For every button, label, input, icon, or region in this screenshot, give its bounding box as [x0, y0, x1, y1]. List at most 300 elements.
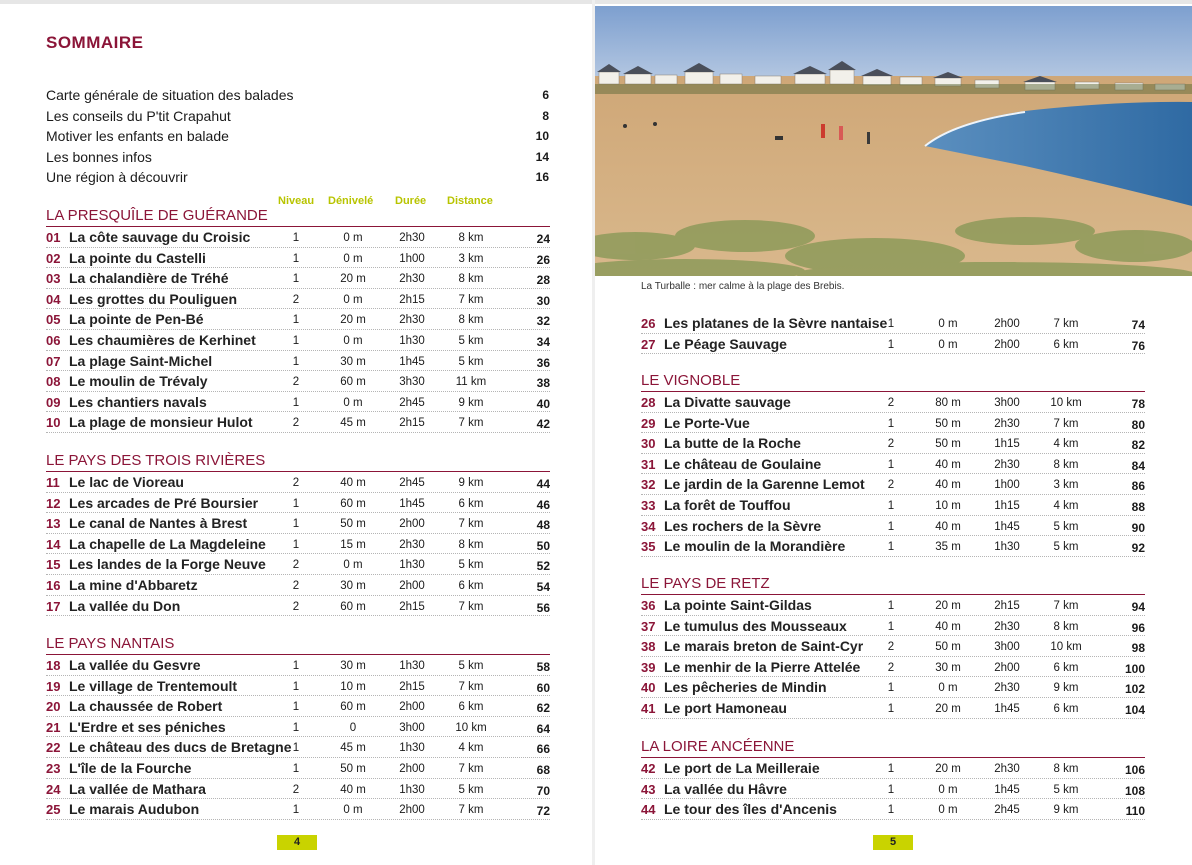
walk-duree: 1h00: [399, 252, 425, 265]
walk-niveau: 1: [887, 458, 895, 471]
table-row: [641, 516, 1145, 537]
walk-name: La vallée de Mathara: [69, 780, 206, 797]
walk-duree: 2h30: [994, 620, 1020, 633]
walk-niveau: 1: [292, 355, 300, 368]
walk-niveau: 1: [887, 541, 895, 554]
header-duree: Durée: [395, 195, 427, 207]
walk-denivele: 0 m: [343, 396, 363, 409]
walk-page: 96: [1131, 620, 1145, 635]
walk-page: 64: [536, 721, 550, 736]
walk-denivele: 60 m: [340, 701, 366, 714]
walk-denivele: 50 m: [935, 417, 961, 430]
walk-denivele: 30 m: [340, 355, 366, 368]
walk-duree: 3h00: [994, 641, 1020, 654]
walk-page: 48: [536, 518, 550, 533]
walk-duree: 1h15: [994, 499, 1020, 512]
walk-duree: 2h15: [399, 680, 425, 693]
walk-denivele: 10 m: [340, 680, 366, 693]
walk-name: La butte de la Roche: [664, 435, 801, 452]
walk-distance: 5 km: [458, 355, 484, 368]
walk-distance: 7 km: [1053, 600, 1079, 612]
walk-duree: 2h15: [994, 600, 1020, 612]
walk-duree: 2h30: [994, 682, 1020, 695]
walk-duree: 1h15: [994, 438, 1020, 451]
walk-niveau: 2: [292, 600, 300, 613]
table-row: [46, 268, 550, 289]
walk-duree: 2h00: [399, 518, 425, 531]
walk-niveau: 1: [887, 318, 895, 330]
walk-duree: 2h15: [399, 293, 425, 306]
walk-number: 15: [46, 557, 61, 573]
walk-number: 30: [641, 436, 656, 452]
walk-number: 28: [641, 395, 656, 410]
intro-item-label: Carte générale de situation des balades: [46, 87, 294, 103]
walk-name: La chapelle de La Magdeleine: [69, 535, 266, 552]
walk-niveau: 1: [292, 742, 300, 755]
walk-distance: 7 km: [458, 680, 484, 693]
walk-distance: 10 km: [455, 721, 487, 734]
table-row: [46, 392, 550, 413]
walk-page: 72: [536, 804, 550, 819]
walk-page: 54: [536, 579, 550, 594]
walk-number: 34: [641, 518, 656, 534]
page-title: SOMMAIRE: [46, 33, 144, 52]
walk-name: La plage de monsieur Hulot: [69, 414, 253, 431]
walk-distance: 8 km: [458, 538, 484, 551]
walk-distance: 6 km: [1053, 661, 1079, 674]
table-row: [641, 413, 1145, 434]
walk-denivele: 35 m: [935, 541, 961, 554]
walk-name: Les chantiers navals: [69, 393, 207, 410]
walk-number: 17: [46, 598, 61, 614]
table-row: [46, 493, 550, 514]
walk-distance: 6 km: [458, 579, 484, 592]
table-row: [641, 454, 1145, 475]
walk-distance: 5 km: [458, 660, 484, 672]
walk-denivele: 50 m: [935, 438, 961, 451]
table-row: [46, 351, 550, 372]
intro-item-page: 10: [535, 129, 549, 144]
walk-distance: 3 km: [458, 252, 484, 265]
walk-niveau: 1: [887, 620, 895, 633]
walk-number: 06: [46, 332, 61, 348]
walk-number: 01: [46, 230, 61, 245]
walk-denivele: 80 m: [935, 397, 961, 409]
walk-number: 16: [46, 577, 61, 593]
walk-niveau: 1: [887, 417, 895, 430]
table-row: [46, 655, 550, 676]
walk-niveau: 1: [292, 660, 300, 672]
walk-number: 26: [641, 316, 656, 331]
walk-page: 78: [1131, 397, 1145, 411]
walk-number: 40: [641, 680, 656, 696]
walk-number: 04: [46, 291, 61, 307]
walk-number: 25: [46, 802, 61, 818]
walk-name: La pointe Saint-Gildas: [664, 597, 812, 613]
walk-niveau: 1: [887, 499, 895, 512]
intro-item-page: 14: [535, 149, 549, 164]
walk-distance: 7 km: [1053, 417, 1079, 430]
intro-item-label: Les bonnes infos: [46, 148, 152, 165]
table-row: [641, 616, 1145, 637]
intro-item: [46, 87, 550, 108]
walk-niveau: 1: [887, 600, 895, 612]
walk-niveau: 2: [887, 397, 895, 409]
walk-distance: 5 km: [458, 783, 484, 796]
walk-duree: 1h45: [399, 497, 425, 510]
walk-duree: 2h30: [399, 314, 425, 327]
walk-duree: 1h30: [994, 541, 1020, 554]
walk-page: 60: [536, 680, 550, 695]
walk-denivele: 0 m: [938, 318, 958, 330]
walk-name: La mine d'Abbaretz: [69, 576, 198, 593]
walk-page: 30: [536, 293, 550, 308]
walk-denivele: 40 m: [935, 520, 961, 533]
walk-page: 94: [1131, 600, 1145, 614]
section-title: LE PAYS DES TROIS RIVIÈRES: [46, 452, 550, 472]
walk-distance: 8 km: [1053, 763, 1079, 775]
walk-denivele: 20 m: [935, 763, 961, 775]
walk-denivele: 0 m: [343, 334, 363, 347]
beach-photo: [595, 6, 1192, 276]
walk-page: 82: [1131, 438, 1145, 453]
intro-item: [46, 128, 550, 149]
walk-denivele: 50 m: [935, 641, 961, 654]
walk-niveau: 1: [292, 497, 300, 510]
walk-denivele: 40 m: [935, 479, 961, 492]
walk-page: 34: [536, 334, 550, 349]
walk-duree: 1h45: [994, 520, 1020, 533]
walk-number: 11: [46, 475, 60, 490]
walk-page: 32: [536, 314, 550, 329]
walk-denivele: 0 m: [343, 559, 363, 572]
walk-distance: 6 km: [1053, 702, 1079, 715]
intro-item-page: 16: [535, 170, 549, 185]
walk-distance: 6 km: [458, 701, 484, 714]
walk-page: 50: [536, 538, 550, 553]
header-denivele: Dénivelé: [328, 195, 374, 207]
photo-caption: La Turballe : mer calme à la plage des Brebis.: [641, 281, 845, 292]
walk-name: Les grottes du Pouliguen: [69, 290, 238, 307]
walk-denivele: 60 m: [340, 497, 366, 510]
walk-name: Le château des ducs de Bretagne: [69, 739, 292, 756]
walk-duree: 2h30: [399, 538, 425, 551]
table-row: [641, 677, 1145, 698]
walk-name: Le Porte-Vue: [664, 414, 750, 431]
intro-item: [46, 149, 550, 170]
intro-list: [46, 87, 550, 190]
walk-name: Le canal de Nantes à Brest: [69, 515, 248, 532]
walk-duree: 2h00: [399, 579, 425, 592]
walk-number: 10: [46, 415, 61, 431]
walk-page: 86: [1131, 479, 1145, 494]
walk-duree: 2h30: [994, 458, 1020, 471]
table-row: [641, 313, 1145, 334]
walk-niveau: 1: [292, 804, 300, 817]
walk-duree: 1h30: [399, 742, 425, 755]
section-title: LA LOIRE ANCÉENNE: [641, 738, 1145, 758]
section-guerande: [46, 195, 550, 433]
walk-name: L'Erdre et ses péniches: [69, 718, 226, 735]
walk-distance: 4 km: [1053, 499, 1079, 512]
walk-number: 12: [46, 495, 61, 511]
walk-niveau: 1: [887, 783, 895, 796]
walk-distance: 8 km: [458, 232, 484, 244]
walk-number: 21: [46, 719, 61, 735]
table-row: [46, 696, 550, 717]
walk-distance: 4 km: [458, 742, 484, 755]
walk-name: Le menhir de la Pierre Attelée: [664, 658, 861, 675]
walk-denivele: 0 m: [938, 682, 958, 695]
walk-page: 92: [1131, 541, 1145, 556]
walk-denivele: 40 m: [935, 458, 961, 471]
walk-name: Le marais Audubon: [69, 801, 200, 818]
walk-niveau: 1: [292, 396, 300, 409]
table-row: [46, 676, 550, 697]
walk-distance: 7 km: [1053, 318, 1079, 330]
intro-item-label: Les conseils du P'tit Crapahut: [46, 107, 231, 124]
section-trois-rivieres: [46, 452, 550, 616]
walk-page: 80: [1131, 417, 1145, 432]
walk-duree: 2h00: [994, 661, 1020, 674]
walk-number: 43: [641, 781, 656, 797]
intro-item-page: 8: [542, 108, 549, 123]
section-pays-nantais: [46, 635, 550, 820]
walk-page: 90: [1131, 520, 1145, 535]
walk-page: 58: [536, 660, 550, 674]
table-row: [46, 534, 550, 555]
walk-denivele: 30 m: [340, 579, 366, 592]
walk-page: 36: [536, 355, 550, 370]
walk-denivele: 60 m: [340, 600, 366, 613]
walk-duree: 1h45: [994, 783, 1020, 796]
table-row: [46, 472, 550, 493]
walk-page: 66: [536, 742, 550, 757]
walk-distance: 7 km: [458, 762, 484, 775]
walk-name: Les arcades de Pré Boursier: [69, 494, 259, 511]
walk-page: 46: [536, 497, 550, 512]
walk-distance: 9 km: [458, 477, 484, 489]
intro-item-label: Motiver les enfants en balade: [46, 128, 229, 145]
walk-niveau: 1: [292, 538, 300, 551]
walk-page: 56: [536, 600, 550, 615]
header-niveau: Niveau: [278, 195, 315, 207]
walk-number: 07: [46, 353, 61, 369]
walk-duree: 1h45: [399, 355, 425, 368]
walk-name: La chaussée de Robert: [69, 698, 223, 715]
walk-page: 52: [536, 559, 550, 574]
walk-name: La vallée du Hâvre: [664, 780, 787, 797]
walk-number: 39: [641, 659, 656, 675]
walk-duree: 2h30: [399, 232, 425, 244]
intro-item: [46, 108, 550, 129]
walk-page: 110: [1125, 804, 1145, 819]
walk-niveau: 2: [887, 641, 895, 654]
walk-duree: 2h45: [399, 396, 425, 409]
walk-denivele: 0 m: [938, 804, 958, 817]
walk-name: Le marais breton de Saint-Cyr: [664, 638, 864, 655]
table-row: [46, 289, 550, 310]
walk-name: L'île de la Fourche: [69, 759, 192, 776]
walk-duree: 2h45: [399, 477, 425, 489]
walk-distance: 6 km: [1053, 338, 1079, 351]
table-row: [46, 575, 550, 596]
walk-name: La vallée du Don: [69, 597, 181, 614]
walk-name: Les rochers de la Sèvre: [664, 517, 822, 534]
table-row: [641, 657, 1145, 678]
walk-duree: 2h30: [994, 417, 1020, 430]
walk-denivele: 0 m: [343, 804, 363, 817]
table-row: [46, 309, 550, 330]
walk-duree: 2h00: [994, 338, 1020, 351]
walk-page: 38: [536, 376, 550, 391]
walk-denivele: 30 m: [340, 660, 366, 672]
walk-page: 70: [536, 783, 550, 798]
walk-number: 13: [46, 516, 61, 532]
walk-page: 102: [1124, 682, 1145, 697]
table-row: [641, 799, 1145, 820]
walk-duree: 1h30: [399, 559, 425, 572]
walk-duree: 1h30: [399, 783, 425, 796]
walk-distance: 9 km: [458, 396, 484, 409]
walk-niveau: 2: [292, 376, 300, 389]
walk-page: 84: [1131, 458, 1145, 473]
table-row: [641, 334, 1145, 355]
walk-number: 20: [46, 699, 61, 715]
walk-name: Le château de Goulaine: [664, 455, 822, 472]
walk-page: 98: [1131, 641, 1145, 656]
walk-name: Les landes de la Forge Neuve: [69, 556, 266, 573]
table-row: [641, 758, 1145, 779]
table-row: [641, 495, 1145, 516]
left-page: [0, 0, 592, 865]
table-row: [641, 433, 1145, 454]
table-row: [46, 371, 550, 392]
walk-number: 42: [641, 761, 656, 776]
walk-distance: 7 km: [458, 293, 484, 306]
intro-item-page: 6: [542, 88, 549, 102]
walk-number: 32: [641, 477, 656, 493]
walk-number: 23: [46, 760, 61, 776]
walk-denivele: 0 m: [343, 232, 363, 244]
section-title: LA PRESQUÎLE DE GUÉRANDE: [46, 207, 550, 227]
walk-name: Le lac de Vioreau: [69, 474, 184, 490]
walk-name: La plage Saint-Michel: [69, 352, 213, 369]
walk-number: 44: [641, 802, 656, 818]
table-row: [46, 799, 550, 820]
walk-page: 26: [536, 252, 550, 267]
walk-number: 31: [641, 456, 656, 472]
walk-duree: 2h00: [399, 804, 425, 817]
walk-distance: 7 km: [458, 600, 484, 613]
walk-distance: 5 km: [458, 334, 484, 347]
table-row: [46, 554, 550, 575]
table-row: [46, 717, 550, 738]
walk-number: 19: [46, 678, 61, 694]
table-row: [46, 248, 550, 269]
walk-distance: 10 km: [1050, 397, 1082, 409]
walk-niveau: 2: [292, 477, 300, 489]
walk-niveau: 1: [292, 232, 300, 244]
walk-niveau: 1: [292, 252, 300, 265]
walk-denivele: 50 m: [340, 762, 366, 775]
walk-duree: 3h00: [994, 397, 1020, 409]
walk-page: 76: [1131, 338, 1145, 353]
walk-denivele: 40 m: [340, 477, 366, 489]
walk-name: La vallée du Gesvre: [69, 657, 201, 673]
walk-distance: 7 km: [458, 417, 484, 430]
walk-page: 62: [536, 701, 550, 716]
walk-distance: 7 km: [458, 518, 484, 531]
walk-niveau: 2: [292, 783, 300, 796]
walk-denivele: 0 m: [343, 252, 363, 265]
walk-duree: 2h15: [399, 600, 425, 613]
section-vignoble: [641, 372, 1145, 557]
walk-duree: 1h30: [399, 660, 425, 672]
section-title: LE VIGNOBLE: [641, 372, 1145, 392]
intro-item-label: Une région à découvrir: [46, 169, 188, 186]
walk-number: 36: [641, 598, 656, 613]
table-row: [46, 596, 550, 617]
walk-name: La chalandière de Tréhé: [69, 270, 229, 287]
walk-number: 41: [641, 700, 656, 716]
walk-distance: 3 km: [1053, 479, 1079, 492]
walk-denivele: 15 m: [340, 538, 366, 551]
walk-page: 44: [536, 477, 550, 491]
walk-number: 33: [641, 497, 656, 513]
walk-distance: 8 km: [1053, 620, 1079, 633]
walk-page: 40: [536, 396, 550, 411]
walk-denivele: 50 m: [340, 518, 366, 531]
walk-niveau: 2: [887, 661, 895, 674]
walk-page: 104: [1124, 702, 1145, 717]
table-row: [641, 595, 1145, 616]
walk-page: 106: [1124, 763, 1145, 777]
walk-distance: 9 km: [1053, 804, 1079, 817]
walk-denivele: 40 m: [340, 783, 366, 796]
walk-denivele: 60 m: [340, 376, 366, 389]
walk-page: 68: [536, 762, 550, 777]
walk-page: 28: [536, 273, 550, 288]
header-distance: Distance: [447, 195, 493, 207]
walk-number: 38: [641, 639, 656, 655]
table-row: [641, 474, 1145, 495]
walk-number: 22: [46, 740, 61, 756]
table-row: [46, 758, 550, 779]
walk-number: 14: [46, 536, 61, 552]
walk-duree: 2h00: [399, 762, 425, 775]
walk-denivele: 20 m: [935, 600, 961, 612]
table-row: [46, 412, 550, 433]
walk-distance: 8 km: [458, 273, 484, 286]
walk-name: Les chaumières de Kerhinet: [69, 331, 256, 348]
walk-denivele: 45 m: [340, 742, 366, 755]
walk-denivele: 45 m: [340, 417, 366, 430]
walk-niveau: 1: [292, 518, 300, 531]
walk-distance: 5 km: [458, 559, 484, 572]
walk-denivele: 0: [349, 721, 357, 734]
intro-item: [46, 169, 550, 190]
table-row: [46, 779, 550, 800]
walk-niveau: 2: [292, 579, 300, 592]
table-row: [641, 636, 1145, 657]
walk-name: Le port de La Meilleraie: [664, 760, 820, 776]
table-row: [46, 513, 550, 534]
section-pays-de-retz: [641, 575, 1145, 719]
walk-name: Le tour des îles d'Ancenis: [664, 801, 837, 818]
beach-photo-image: [595, 6, 1192, 276]
walk-duree: 3h30: [399, 376, 425, 389]
